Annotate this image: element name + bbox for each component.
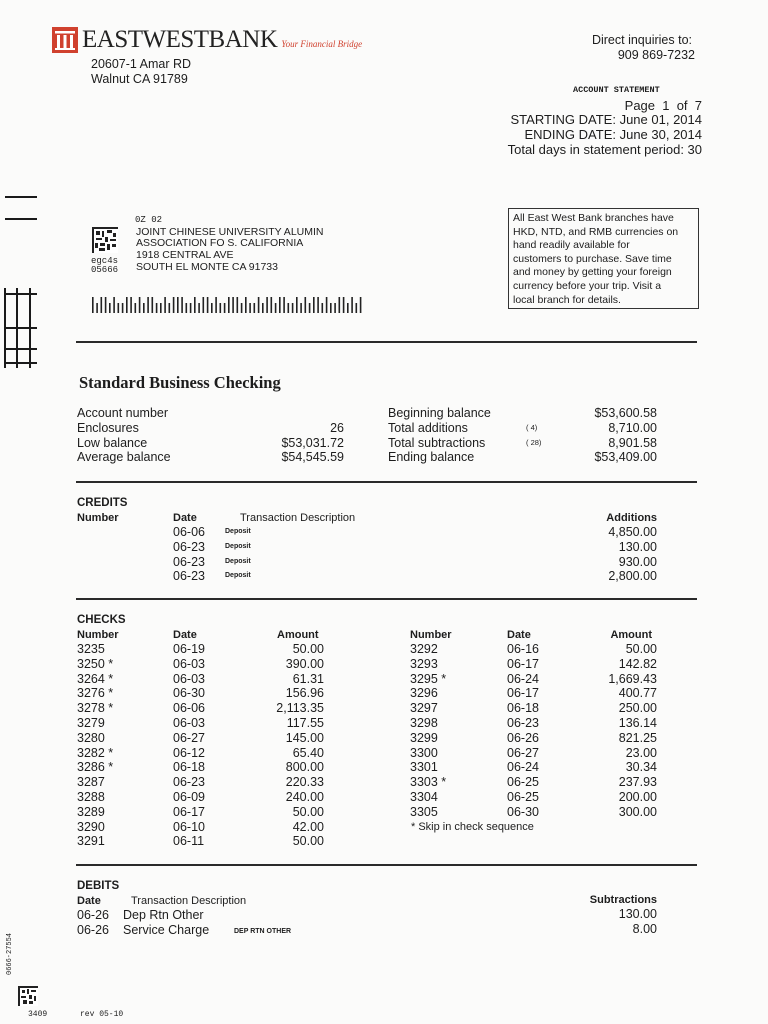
check-number: 3276 * bbox=[77, 686, 114, 701]
checks-right-amounts bbox=[557, 642, 657, 820]
customer-code: 0Z 02 bbox=[135, 215, 163, 225]
debits-col-subtractions: Subtractions bbox=[589, 894, 657, 906]
check-number: 3301 bbox=[410, 760, 438, 775]
bank-name: EASTWESTBANK bbox=[82, 26, 278, 53]
margin-mark bbox=[5, 218, 37, 220]
check-number: 3282 * bbox=[77, 745, 114, 760]
notice-line: hand readily available for bbox=[513, 239, 630, 252]
check-amount: 23.00 bbox=[625, 745, 657, 760]
bank-logo-icon bbox=[52, 27, 78, 53]
summary-label: Low balance bbox=[77, 435, 148, 450]
footer-2d-barcode-icon bbox=[18, 986, 38, 1006]
check-number: 3305 bbox=[410, 804, 438, 819]
credit-date: 06-23 bbox=[173, 554, 205, 569]
check-date: 06-03 bbox=[173, 656, 205, 671]
check-date: 06-26 bbox=[507, 730, 539, 745]
summary-value: $53,600.58 bbox=[594, 406, 657, 420]
checks-right-dates bbox=[507, 642, 539, 820]
check-number: 3300 bbox=[410, 745, 438, 760]
credit-desc: Deposit bbox=[225, 528, 251, 535]
checks-col-amount-2: Amount bbox=[610, 629, 652, 641]
check-number: 3289 bbox=[77, 804, 105, 819]
summary-value: 26 bbox=[330, 420, 344, 435]
customer-line1: JOINT CHINESE UNIVERSITY ALUMIN bbox=[136, 226, 324, 238]
debits-heading: DEBITS bbox=[77, 880, 120, 892]
statement-total-days: Total days in statement period: 30 bbox=[507, 142, 702, 157]
customer-line4: SOUTH EL MONTE CA 91733 bbox=[136, 261, 278, 273]
check-amount: 50.00 bbox=[625, 642, 657, 656]
check-number: 3295 * bbox=[410, 671, 447, 686]
notice-line: currency before your trip. Visit a bbox=[513, 279, 662, 292]
check-amount: 237.93 bbox=[618, 775, 657, 790]
credits-col-date: Date bbox=[173, 512, 197, 524]
customer-line2: ASSOCIATION FO S. CALIFORNIA bbox=[136, 237, 304, 249]
divider bbox=[76, 598, 697, 600]
statement-ending-date: ENDING DATE: June 30, 2014 bbox=[524, 127, 702, 142]
credit-amount: 130.00 bbox=[618, 539, 657, 554]
check-number: 3235 bbox=[77, 642, 105, 656]
check-number: 3286 * bbox=[77, 760, 114, 775]
credit-desc: Deposit bbox=[225, 572, 251, 580]
summary-label: Average balance bbox=[77, 450, 171, 465]
margin-mark bbox=[5, 196, 37, 198]
summary-label: Total subtractions bbox=[388, 435, 486, 450]
check-number: 3299 bbox=[410, 730, 438, 745]
check-date: 06-23 bbox=[173, 775, 205, 790]
debit-extra: DEP RTN OTHER bbox=[234, 928, 292, 935]
debit-amount: 8.00 bbox=[632, 922, 657, 936]
check-date: 06-17 bbox=[507, 686, 539, 701]
check-number: 3291 bbox=[77, 834, 105, 849]
check-number: 3293 bbox=[410, 656, 438, 671]
check-date: 06-03 bbox=[173, 715, 205, 730]
credits-heading: CREDITS bbox=[77, 497, 128, 509]
customer-barcode-id-1: egc4s bbox=[91, 256, 119, 266]
customer-2d-barcode-icon bbox=[92, 227, 118, 253]
credit-amount: 2,800.00 bbox=[608, 569, 657, 584]
checks-left-dates bbox=[173, 642, 205, 849]
checks-heading: CHECKS bbox=[77, 614, 126, 626]
check-date: 06-03 bbox=[173, 671, 205, 686]
margin-rule bbox=[4, 288, 6, 368]
summary-value: $53,031.72 bbox=[281, 435, 344, 450]
check-amount: 220.33 bbox=[285, 775, 324, 790]
notice-line: customers to purchase. Save time bbox=[513, 252, 672, 265]
summary-value: $54,545.59 bbox=[281, 450, 344, 465]
check-date: 06-24 bbox=[507, 671, 539, 686]
check-date: 06-27 bbox=[507, 745, 539, 760]
summary-value: 8,901.58 bbox=[608, 435, 657, 450]
divider bbox=[76, 341, 697, 343]
check-amount: 300.00 bbox=[618, 804, 657, 819]
notice-line: All East West Bank branches have bbox=[513, 212, 674, 224]
check-number: 3264 * bbox=[77, 671, 114, 686]
check-date: 06-11 bbox=[173, 834, 205, 849]
credits-descriptions bbox=[225, 525, 251, 584]
summary-label: Account number bbox=[77, 406, 169, 420]
check-amount: 200.00 bbox=[618, 789, 657, 804]
summary-count: ( 4) bbox=[526, 422, 538, 432]
bank-logo bbox=[52, 26, 362, 54]
checks-left-amounts bbox=[224, 642, 324, 849]
check-date: 06-09 bbox=[173, 789, 205, 804]
summary-label: Total additions bbox=[388, 420, 468, 435]
credit-amount: 4,850.00 bbox=[608, 525, 657, 539]
check-date: 06-06 bbox=[173, 701, 205, 716]
credit-date: 06-23 bbox=[173, 539, 205, 554]
product-title: Standard Business Checking bbox=[79, 373, 281, 392]
check-date: 06-18 bbox=[507, 701, 539, 716]
debits-col-date: Date bbox=[77, 895, 101, 907]
checks-right-numbers bbox=[410, 642, 446, 820]
check-number: 3290 bbox=[77, 819, 105, 834]
customer-barcode-id-2: 05666 bbox=[91, 265, 119, 275]
debit-date: 06-26 bbox=[77, 908, 109, 922]
margin-mark bbox=[5, 348, 37, 350]
check-date: 06-18 bbox=[173, 760, 205, 775]
check-amount: 400.77 bbox=[618, 686, 657, 701]
statement-page: Page 1 of 7 bbox=[624, 98, 702, 113]
summary-value bbox=[244, 406, 344, 421]
check-number: 3304 bbox=[410, 789, 438, 804]
margin-rule bbox=[29, 288, 31, 368]
summary-counts bbox=[526, 406, 541, 465]
margin-mark bbox=[5, 293, 37, 295]
check-amount: 800.00 bbox=[285, 760, 324, 775]
check-number: 3297 bbox=[410, 701, 438, 716]
check-amount: 50.00 bbox=[292, 834, 324, 849]
footer-rev: rev 05-10 bbox=[80, 1010, 124, 1019]
summary-label: Enclosures bbox=[77, 420, 139, 435]
summary-value: $53,409.00 bbox=[594, 450, 657, 465]
credit-desc: Deposit bbox=[225, 557, 251, 565]
check-amount: 136.14 bbox=[618, 715, 657, 730]
check-date: 06-23 bbox=[507, 715, 539, 730]
margin-mark bbox=[5, 327, 37, 329]
debit-desc: Dep Rtn Other bbox=[123, 908, 204, 922]
credits-col-additions: Additions bbox=[606, 512, 657, 524]
check-amount: 42.00 bbox=[292, 819, 324, 834]
credit-date: 06-06 bbox=[173, 525, 205, 539]
checks-col-date-2: Date bbox=[507, 629, 531, 641]
check-date: 06-19 bbox=[173, 642, 205, 656]
check-number: 3250 * bbox=[77, 656, 114, 671]
check-amount: 1,669.43 bbox=[608, 671, 657, 686]
bank-address-line2: Walnut CA 91789 bbox=[91, 72, 188, 86]
footer-code: 3409 bbox=[28, 1010, 48, 1019]
margin-mark bbox=[5, 362, 37, 364]
notice-line: HKD, NTD, and RMB currencies on bbox=[513, 225, 679, 238]
credits-col-desc: Transaction Description bbox=[240, 512, 356, 524]
debits-col-desc: Transaction Description bbox=[131, 895, 247, 907]
check-date: 06-10 bbox=[173, 819, 205, 834]
check-amount: 30.34 bbox=[625, 760, 657, 775]
check-number: 3278 * bbox=[77, 701, 114, 716]
check-number: 3279 bbox=[77, 715, 105, 730]
summary-left-values bbox=[244, 406, 344, 465]
check-number: 3298 bbox=[410, 715, 438, 730]
check-date: 06-30 bbox=[507, 804, 539, 819]
debit-date: 06-26 bbox=[77, 923, 109, 937]
debit-desc: Service Charge bbox=[123, 923, 210, 937]
checks-col-number-2: Number bbox=[410, 629, 452, 641]
summary-count: ( 28) bbox=[526, 437, 542, 447]
check-amount: 390.00 bbox=[285, 656, 324, 671]
check-date: 06-25 bbox=[507, 775, 539, 790]
checks-col-date: Date bbox=[173, 629, 197, 641]
summary-label: Beginning balance bbox=[388, 406, 491, 420]
statement-title: ACCOUNT STATEMENT bbox=[573, 85, 660, 95]
divider bbox=[76, 864, 697, 866]
summary-count bbox=[526, 450, 541, 465]
notice-line: local branch for details. bbox=[513, 293, 621, 306]
credit-date: 06-23 bbox=[173, 569, 205, 584]
summary-label: Ending balance bbox=[388, 450, 475, 465]
summary-right-labels bbox=[388, 406, 491, 465]
skip-note: * Skip in check sequence bbox=[411, 821, 534, 833]
inquiries-label: Direct inquiries to: bbox=[591, 33, 692, 47]
check-date: 06-12 bbox=[173, 745, 205, 760]
check-date: 06-16 bbox=[507, 642, 539, 656]
statement-starting-date: STARTING DATE: June 01, 2014 bbox=[510, 112, 702, 127]
check-amount: 50.00 bbox=[292, 642, 324, 656]
check-amount: 250.00 bbox=[618, 701, 657, 716]
checks-left-numbers bbox=[77, 642, 113, 849]
check-amount: 50.00 bbox=[292, 804, 324, 819]
credit-desc: Deposit bbox=[225, 542, 251, 550]
margin-rule bbox=[16, 288, 18, 368]
summary-count bbox=[526, 406, 541, 421]
notice-line: and money by getting your foreign bbox=[513, 266, 672, 279]
check-amount: 145.00 bbox=[285, 730, 324, 745]
credits-col-number: Number bbox=[77, 512, 119, 524]
check-amount: 156.96 bbox=[285, 686, 324, 701]
bank-address-line1: 20607-1 Amar RD bbox=[91, 57, 192, 71]
check-date: 06-30 bbox=[173, 686, 205, 701]
check-amount: 142.82 bbox=[618, 656, 657, 671]
check-amount: 240.00 bbox=[285, 789, 324, 804]
check-amount: 65.40 bbox=[292, 745, 324, 760]
debit-amount: 130.00 bbox=[618, 907, 657, 921]
credits-amounts bbox=[557, 525, 657, 584]
check-number: 3288 bbox=[77, 789, 105, 804]
check-date: 06-27 bbox=[173, 730, 205, 745]
footer-side-number: 0666-27554 bbox=[6, 932, 14, 975]
summary-left-labels bbox=[77, 406, 171, 465]
check-date: 06-17 bbox=[507, 656, 539, 671]
check-number: 3287 bbox=[77, 775, 105, 790]
divider bbox=[76, 481, 697, 483]
summary-right-values bbox=[557, 406, 657, 465]
checks-col-amount: Amount bbox=[277, 629, 319, 641]
check-amount: 821.25 bbox=[618, 730, 657, 745]
check-amount: 117.55 bbox=[286, 715, 324, 730]
summary-value: 8,710.00 bbox=[608, 420, 657, 435]
check-number: 3280 bbox=[77, 730, 105, 745]
credit-amount: 930.00 bbox=[618, 554, 657, 569]
check-number: 3303 * bbox=[410, 775, 447, 790]
inquiries-phone: 909 869-7232 bbox=[617, 48, 695, 62]
check-date: 06-17 bbox=[173, 804, 205, 819]
check-amount: 61.31 bbox=[292, 671, 324, 686]
check-number: 3296 bbox=[410, 686, 438, 701]
checks-col-number: Number bbox=[77, 629, 119, 641]
notice-box bbox=[508, 208, 699, 309]
check-number: 3292 bbox=[410, 642, 438, 656]
customer-line3: 1918 CENTRAL AVE bbox=[136, 249, 234, 261]
credits-dates bbox=[173, 525, 205, 584]
check-date: 06-24 bbox=[507, 760, 539, 775]
check-amount: 2,113.35 bbox=[276, 701, 324, 716]
postal-barcode-icon bbox=[92, 295, 364, 315]
bank-tagline: Your Financial Bridge bbox=[281, 39, 363, 49]
check-date: 06-25 bbox=[507, 789, 539, 804]
